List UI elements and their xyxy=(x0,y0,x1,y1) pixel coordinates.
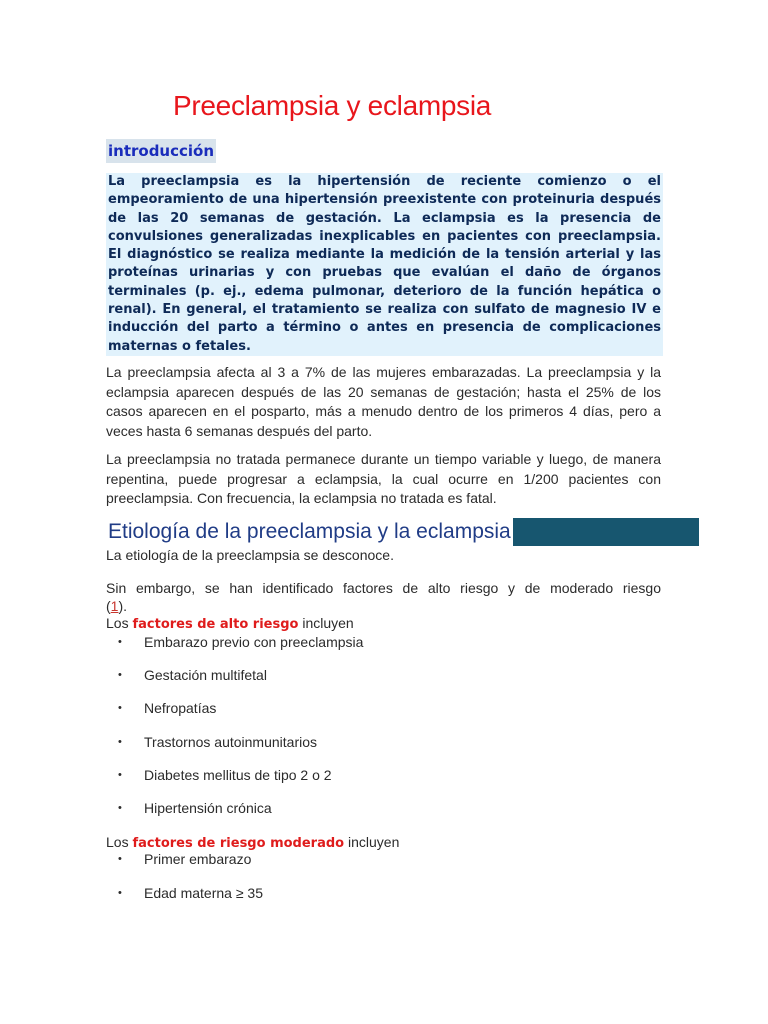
high-risk-suffix: incluyen xyxy=(302,615,354,631)
bullet-icon: • xyxy=(118,769,122,781)
bullet-icon: • xyxy=(118,736,122,748)
risk-factors-intro-text: Sin embargo, se han identificado factores de alto riesgo y de moderado riesgo xyxy=(106,580,661,596)
etiology-unknown-text: La etiología de la preeclampsia se desconoce. xyxy=(106,547,394,563)
moderate-risk-suffix: incluyen xyxy=(347,834,400,850)
high-risk-item: Trastornos autoinmunitarios xyxy=(144,734,318,750)
bullet-icon: • xyxy=(118,636,122,648)
intro-label: introducción xyxy=(106,139,216,163)
bullet-icon: • xyxy=(118,669,122,681)
high-risk-item: Hipertensión crónica xyxy=(144,800,272,816)
list-item xyxy=(118,633,363,652)
reference-open-paren: ( xyxy=(106,598,111,614)
summary-box: La preeclampsia es la hipertensión de reciente comienzo o el empeoramiento de una hipertensión preexistente con proteinuria después de las 20 semanas de gestación. La eclampsia es la presencia de convulsiones generalizadas inexplicables en pacientes con preeclampsia. El diagnóstico se realiza mediante la medición de la tensión arterial y las proteínas urinarias y con pruebas que evalúan el daño de órganos terminales (p. ej., edema pulmonar, deterioro de la función hepática o renal). En general, el tratamiento se realiza con sulfato de magnesio IV e inducción del parto a término o antes en presencia de complicaciones maternas o fetales. xyxy=(106,173,663,356)
reference-link[interactable]: 1 xyxy=(110,598,119,614)
list-item xyxy=(118,799,272,818)
list-item xyxy=(118,733,317,752)
high-risk-prefix: Los xyxy=(106,615,129,631)
bullet-icon: • xyxy=(118,853,122,865)
moderate-risk-item: Edad materna ≥ 35 xyxy=(144,885,263,901)
bullet-icon: • xyxy=(118,802,122,814)
paragraph-progression: La preeclampsia no tratada permanece durante un tiempo variable y luego, de manera repentina, puede progresar a eclampsia, la cual ocurre en 1/200 pacientes con preeclampsia. Con frecuencia, la eclampsia no tratada es fatal. xyxy=(106,451,661,506)
reference-close-paren: ). xyxy=(118,598,128,614)
high-risk-intro xyxy=(106,614,354,634)
section-header-bar xyxy=(106,518,699,546)
moderate-risk-term: factores de riesgo moderado xyxy=(132,836,345,851)
list-item xyxy=(118,884,263,903)
list-item xyxy=(118,699,216,718)
page-title: Preeclampsia y eclampsia xyxy=(173,90,492,121)
high-risk-item: Nefropatías xyxy=(144,700,217,716)
high-risk-item: Diabetes mellitus de tipo 2 o 2 xyxy=(144,767,332,783)
list-item xyxy=(118,766,332,785)
high-risk-term: factores de alto riesgo xyxy=(132,617,299,632)
paragraph-incidence: La preeclampsia afecta al 3 a 7% de las mujeres embarazadas. La preeclampsia y la eclampsia aparecen después de las 20 semanas de gestación; hasta el 25% de los casos aparecen en el posparto, más a menudo dentro de los primeros 4 días, pero a veces hasta 6 semanas después del parto. xyxy=(106,364,661,439)
bullet-icon: • xyxy=(118,887,122,899)
section-heading-etiology: Etiología de la preeclampsia y la eclampsia xyxy=(106,518,513,546)
moderate-risk-prefix: Los xyxy=(106,834,129,850)
risk-factors-intro xyxy=(106,579,661,598)
high-risk-item: Embarazo previo con preeclampsia xyxy=(144,634,364,650)
bullet-icon: • xyxy=(118,702,122,714)
moderate-risk-item: Primer embarazo xyxy=(144,851,252,867)
list-item xyxy=(118,850,251,869)
high-risk-item: Gestación multifetal xyxy=(144,667,267,683)
list-item xyxy=(118,666,267,685)
